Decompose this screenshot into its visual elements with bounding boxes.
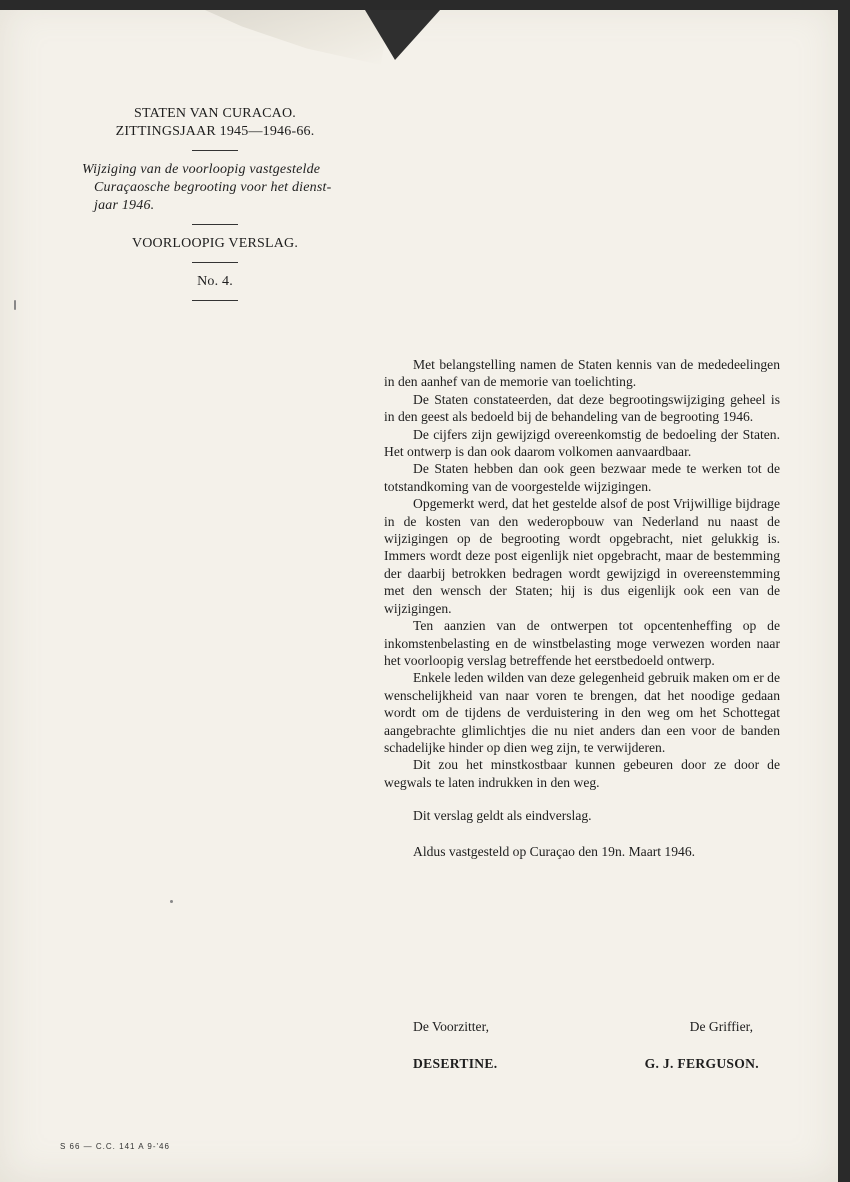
paragraph: Dit zou het minstkostbaar kunnen gebeuren door ze door de wegwals te laten indrukken in den weg. (384, 757, 780, 790)
paper-speck (170, 900, 173, 903)
assembly-name: STATEN VAN CURACAO. (133, 106, 297, 121)
report-title: VOORLOOPIG VERSLAG. (131, 236, 299, 251)
chair-title: De Voorzitter, (413, 1019, 489, 1034)
subject-heading (70, 161, 360, 215)
paragraph: Enkele leden wilden van deze gelegenheid gebruik maken om er de wenschelijkheid van naar voren te brengen, dat het noodige gedaan wordt om de tijdens de verduistering in den weg om het Schottegat aangebrachte glimlichtjes die nu niet anders dan een voor de banden schadelijke hinder op dien weg zijn, te verwijderen. (384, 670, 780, 755)
report-number: No. 4. (197, 274, 233, 289)
document-header (70, 105, 360, 311)
paragraph: De Staten hebben dan ook geen bezwaar mede te werken tot de totstandkoming van de voorgestelde wijzigingen. (384, 461, 780, 494)
paragraph: Met belangstelling namen de Staten kennis van de mededeelingen in den aanhef van de memorie van toelichting. (384, 357, 780, 390)
paper-speck (14, 300, 16, 310)
clerk-name: G. J. FERGUSON. (644, 1056, 759, 1071)
scan-top-edge (0, 0, 850, 10)
subject-line: Curaçaosche begrooting voor het dienst- (94, 180, 332, 195)
subject-line: jaar 1946. (94, 198, 155, 213)
adoption-date: Aldus vastgesteld op Curaçao den 19n. Maart 1946. (413, 844, 696, 860)
paragraph: De Staten constateerden, dat deze begrootingswijziging geheel is in den geest als bedoeld bij de behandeling van de begrooting 1946. (384, 391, 780, 425)
closing-block (384, 807, 780, 860)
header-divider (192, 262, 238, 263)
header-divider (192, 150, 238, 151)
signature-block (413, 1018, 763, 1092)
header-divider (192, 224, 238, 225)
chair-name: DESERTINE. (413, 1056, 498, 1071)
signature-names (413, 1055, 763, 1073)
header-divider (192, 300, 238, 301)
final-report-note: Dit verslag geldt als eindverslag. (413, 808, 592, 824)
paragraph: De cijfers zijn gewijzigd overeenkomstig de bedoeling der Staten. Het ontwerp is dan ook daarom volkomen aanvaardbaar. (384, 426, 780, 460)
session-year: ZITTINGSJAAR 1945—1946-66. (115, 124, 315, 139)
subject-line: Wijziging van de voorloopig vastgestelde (82, 162, 321, 177)
paragraph: Opgemerkt werd, dat het gestelde alsof de post Vrijwillige bijdrage in de kosten van den wederopbouw van Nederland nu naast de wijzigingen op de begrooting wordt opgebracht, niet gelukkig is. Immers wordt deze post eigenlijk niet opgebracht, maar de bestemming der daarbij betrokken bedragen wordt gewijzigd in overeenstemming met den wensch der Staten; hij is dus eigenlijk ook een van de wijzigingen. (384, 496, 780, 616)
scan-right-edge (838, 0, 850, 1182)
clerk-title: De Griffier, (689, 1019, 753, 1034)
signature-titles (413, 1018, 763, 1036)
torn-notch (365, 10, 440, 60)
report-body (384, 356, 780, 879)
paragraph: Ten aanzien van de ontwerpen tot opcentenheffing op de inkomstenbelasting en de winstbelasting moge verwezen worden naar het voorloopig verslag betreffende het eerstbedoeld ontwerp. (384, 618, 780, 668)
print-code: S 66 — C.C. 141 A 9-'46 (60, 1142, 170, 1151)
